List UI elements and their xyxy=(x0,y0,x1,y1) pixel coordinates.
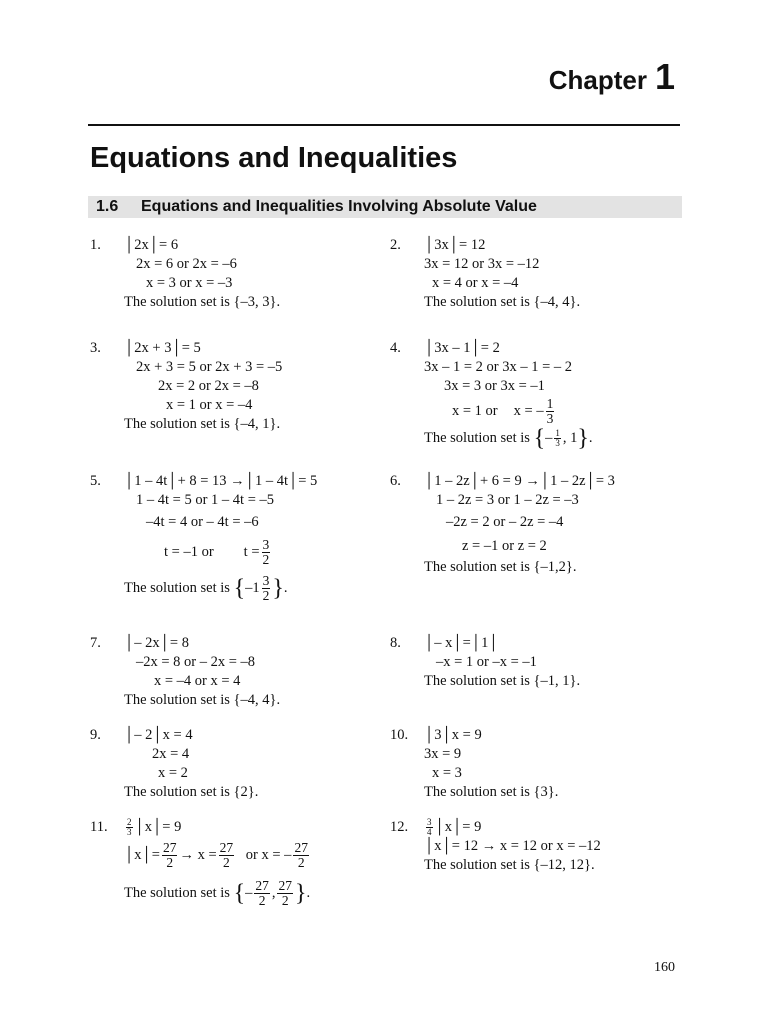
numerator: 27 xyxy=(255,878,269,894)
problem-9 xyxy=(124,726,258,802)
problem-7 xyxy=(124,634,280,710)
problem-number: 9. xyxy=(90,727,101,743)
numerator: 1 xyxy=(555,428,560,439)
denominator: 3 xyxy=(127,827,132,838)
solution-set: The solution set is {–4, 4}. xyxy=(124,692,281,708)
solution-line: 2x = 4 xyxy=(152,746,190,762)
solution-line: 3x = 3 or 3x = –1 xyxy=(444,378,545,394)
problem-1 xyxy=(124,236,280,312)
problem-number: 6. xyxy=(390,473,401,489)
minus-sign: – xyxy=(545,430,553,447)
solution-text: The solution set is xyxy=(124,580,230,596)
solution-text: │x│= xyxy=(124,847,160,864)
solution-line: │1 – 4t│+ 8 = 13 →│1 – 4t│= 5 xyxy=(124,473,318,489)
solution-line: 1 – 4t = 5 or 1 – 4t = –5 xyxy=(136,492,274,508)
left-brace: { xyxy=(533,425,546,452)
solution-line: │3x – 1│= 2 xyxy=(424,340,500,356)
denominator: 2 xyxy=(281,893,289,909)
solution-set: The solution set is {–4, 4}. xyxy=(424,294,581,310)
problem-number: 10. xyxy=(390,727,409,743)
solution-line: x = 2 xyxy=(158,765,188,781)
solution-line xyxy=(424,818,601,837)
solution-text: t = xyxy=(243,544,260,560)
right-brace: } xyxy=(294,880,307,907)
solution-line: │– 2x│= 8 xyxy=(124,635,189,651)
fraction xyxy=(162,841,178,870)
right-brace: } xyxy=(272,575,284,602)
numerator: 1 xyxy=(546,396,554,412)
solution-set xyxy=(424,426,593,451)
solution-line: 1 – 2z = 3 or 1 – 2z = –3 xyxy=(436,492,579,508)
problem-3 xyxy=(124,339,282,434)
minus-sign: – xyxy=(245,885,253,902)
solution-set: The solution set is {–12, 12}. xyxy=(424,857,595,874)
problem-number: 4. xyxy=(390,340,401,356)
solution-line: │1 – 2z│+ 6 = 9 →│1 – 2z│= 3 xyxy=(424,473,615,489)
problem-number: 7. xyxy=(90,635,101,651)
fraction xyxy=(426,818,433,837)
fraction xyxy=(254,879,270,908)
solution-set: The solution set is {–4, 1}. xyxy=(124,416,281,432)
page-title: Equations and Inequalities xyxy=(90,142,458,174)
solution-line: │2x + 3│= 5 xyxy=(124,340,201,356)
problem-8 xyxy=(424,634,580,691)
solution-line: │– 2│x = 4 xyxy=(124,727,193,743)
solution-line: │2x│= 6 xyxy=(124,237,179,253)
solution-set xyxy=(124,570,317,607)
numerator: 27 xyxy=(219,840,234,856)
solution-set xyxy=(124,873,311,914)
chapter-heading xyxy=(549,56,675,98)
comma: , xyxy=(271,885,276,902)
numerator: 3 xyxy=(262,537,270,553)
period: . xyxy=(588,430,593,447)
fraction xyxy=(554,429,561,448)
solution-line: 3x = 9 xyxy=(424,746,462,762)
solution-line: x = 3 or x = –3 xyxy=(146,275,233,291)
numerator: 3 xyxy=(262,573,270,589)
numerator: 27 xyxy=(294,840,308,856)
denominator: 3 xyxy=(555,438,560,449)
problem-2 xyxy=(424,236,580,312)
problem-number: 8. xyxy=(390,635,401,651)
fraction xyxy=(262,538,271,567)
solution-line: –2z = 2 or – 2z = –4 xyxy=(446,514,564,530)
solution-line: –4t = 4 or – 4t = –6 xyxy=(146,514,259,530)
denominator: 3 xyxy=(546,411,554,427)
solution-set: The solution set is {3}. xyxy=(424,784,559,800)
header-rule xyxy=(88,124,680,126)
denominator: 2 xyxy=(262,552,270,568)
solution-line: 2x + 3 = 5 or 2x + 3 = –5 xyxy=(136,359,283,375)
solution-line xyxy=(424,396,593,426)
fraction xyxy=(277,879,293,908)
solution-line xyxy=(124,818,311,837)
problem-number: 11. xyxy=(90,819,108,835)
solution-line: 3x – 1 = 2 or 3x – 1 = – 2 xyxy=(424,359,573,375)
solution-line xyxy=(124,534,317,570)
right-brace: } xyxy=(577,425,589,452)
problem-number: 3. xyxy=(90,340,101,356)
problem-number: 2. xyxy=(390,237,401,253)
solution-line: x = 4 or x = –4 xyxy=(432,275,519,291)
chapter-number: 1 xyxy=(654,56,675,97)
solution-line: x = 3 xyxy=(432,765,462,781)
problem-5 xyxy=(124,472,317,607)
denominator: 4 xyxy=(427,827,432,838)
page-number: 160 xyxy=(654,960,675,975)
solution-line: –2x = 8 or – 2x = –8 xyxy=(136,654,256,670)
denominator: 2 xyxy=(262,588,270,604)
period: . xyxy=(306,885,311,902)
numerator: 2 xyxy=(127,817,132,828)
solution-text: → x = xyxy=(179,847,217,864)
solution-line: │– x│=│1│ xyxy=(424,635,499,651)
problem-12 xyxy=(424,818,601,875)
section-banner xyxy=(88,196,682,218)
fraction xyxy=(293,841,309,870)
solution-text: │x│= 9 xyxy=(134,819,182,835)
problem-4 xyxy=(424,339,593,451)
section-number: 1.6 xyxy=(96,198,119,215)
left-brace: { xyxy=(233,575,246,602)
solution-set: The solution set is {2}. xyxy=(124,784,259,800)
problem-11 xyxy=(124,818,311,914)
solution-text: , 1 xyxy=(562,430,578,447)
fraction xyxy=(219,841,235,870)
numerator: 27 xyxy=(278,878,292,894)
solution-set: The solution set is {–1, 1}. xyxy=(424,673,581,689)
solution-line: │3│x = 9 xyxy=(424,727,482,743)
numerator: 27 xyxy=(162,840,177,856)
solution-text: The solution set is xyxy=(424,430,530,447)
solution-line: 2x = 2 or 2x = –8 xyxy=(158,378,259,394)
problem-6 xyxy=(424,472,615,577)
problem-number: 1. xyxy=(90,237,101,253)
whole-number: –1 xyxy=(245,580,260,596)
solution-text: or x = – xyxy=(245,847,292,864)
section-title: Equations and Inequalities Involving Absolute Value xyxy=(141,198,537,215)
solution-line: 3x = 12 or 3x = –12 xyxy=(424,256,540,272)
solution-line: 2x = 6 or 2x = –6 xyxy=(136,256,237,272)
problem-number: 12. xyxy=(390,819,409,835)
solution-line: │3x│= 12 xyxy=(424,237,486,253)
solution-text: x = 1 or xyxy=(452,403,498,419)
solution-set: The solution set is {–1,2}. xyxy=(424,559,577,575)
denominator: 2 xyxy=(297,855,305,871)
denominator: 2 xyxy=(223,855,230,871)
solution-text: x = – xyxy=(513,403,544,419)
solution-line xyxy=(124,837,311,873)
solution-line: x = 1 or x = –4 xyxy=(166,397,253,413)
fraction xyxy=(262,574,271,603)
denominator: 2 xyxy=(258,893,266,909)
problem-10 xyxy=(424,726,558,802)
denominator: 2 xyxy=(166,855,174,871)
solution-line: │x│= 12 → x = 12 or x = –12 xyxy=(424,838,601,855)
solution-set: The solution set is {–3, 3}. xyxy=(124,294,281,310)
solution-text: The solution set is xyxy=(124,885,230,902)
left-brace: { xyxy=(233,880,246,907)
period: . xyxy=(283,580,288,596)
problem-number: 5. xyxy=(90,473,101,489)
chapter-label: Chapter xyxy=(548,65,647,95)
solution-text: │x│= 9 xyxy=(434,819,482,835)
solution-line: –x = 1 or –x = –1 xyxy=(436,654,537,670)
fraction xyxy=(126,818,133,837)
fraction xyxy=(546,397,555,426)
numerator: 3 xyxy=(427,817,432,828)
solution-text: t = –1 or xyxy=(164,544,214,560)
solution-line: z = –1 or z = 2 xyxy=(462,538,547,554)
solution-line: x = –4 or x = 4 xyxy=(154,673,241,689)
